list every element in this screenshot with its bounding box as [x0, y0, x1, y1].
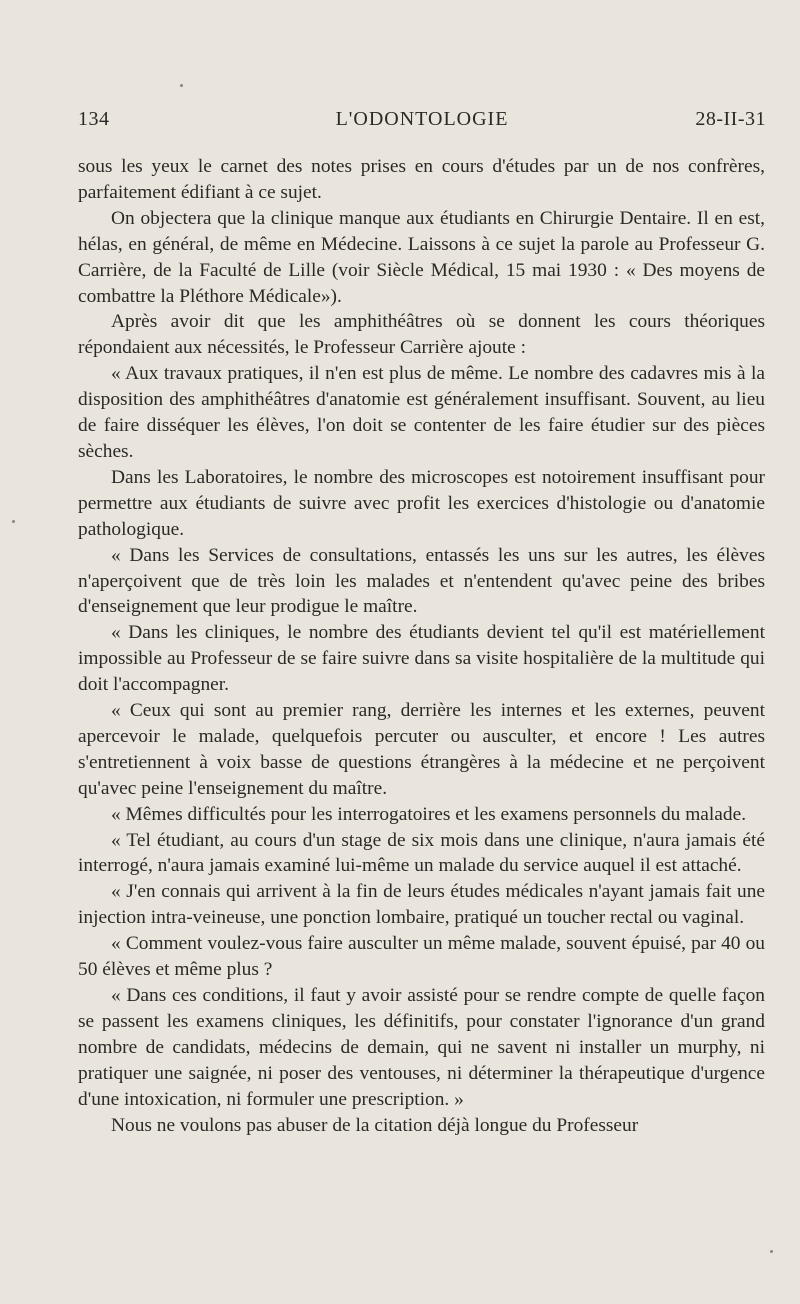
paper-speck — [770, 1250, 773, 1253]
paragraph: « Dans ces conditions, il faut y avoir assisté pour se rendre compte de quelle façon se passent les examens cliniques, les définitifs, pour constater l'ignorance d'un grand nombre de candidats, médecins de demain, qui ne savent ni installer un murphy, ni pratiquer une saignée, ni poser des ventouses, ni déterminer la thérapeutique d'urgence d'une intoxication, ni formuler une prescription. » — [78, 985, 765, 1110]
paragraph: On objectera que la clinique manque aux étudiants en Chirurgie Dentaire. Il en est, hélas, en général, de même en Médecine. Laissons à ce sujet la parole au Professeur G. Carrière, de la Faculté de Lille (voir Siècle Médical, 15 mai 1930 : « Des moyens de combattre la Pléthore Médicale»). — [78, 207, 765, 307]
page-header — [78, 108, 766, 138]
paper-speck — [12, 520, 15, 523]
paragraph: « Mêmes difficultés pour les interrogatoires et les examens personnels du malade. — [111, 803, 747, 825]
paragraph: « Dans les cliniques, le nombre des étudiants devient tel qu'il est matériellement impossible au Professeur de se faire suivre dans sa visite hospitalière de la multitude qui doit l'accompagner. — [78, 622, 765, 696]
paragraph: sous les yeux le carnet des notes prises en cours d'études par un de nos confrères, parfaitement édifiant à ce sujet. — [78, 156, 765, 203]
paragraph: « Ceux qui sont au premier rang, derrière les internes et les externes, peuvent apercevoir le malade, quelquefois percuter ou ausculter, et encore ! Les autres s'entretiennent à voix basse de questions étrangères à la médecine et ne perçoivent qu'avec peine l'enseignement du maître. — [78, 700, 765, 799]
paragraph: « Comment voulez-vous faire ausculter un même malade, souvent épuisé, par 40 ou 50 élèves et même plus ? — [78, 933, 765, 981]
issue-date: 28-II-31 — [695, 108, 766, 130]
paragraph: « Dans les Services de consultations, entassés les uns sur les autres, les élèves n'aperçoivent que de très loin les malades et n'entendent qu'avec peine des bribes d'enseignement que leur prodigue le maître. — [78, 544, 765, 618]
paragraph: Dans les Laboratoires, le nombre des microscopes est notoirement insuffisant pour permettre aux étudiants de suivre avec profit les exercices d'histologie ou d'anatomie pathologique. — [78, 466, 765, 540]
running-title: L'ODONTOLOGIE — [335, 108, 509, 130]
paragraph: « Tel étudiant, au cours d'un stage de six mois dans une clinique, n'aura jamais été interrogé, n'aura jamais examiné lui-même un malade du service auquel il est attaché. — [78, 829, 765, 877]
paragraph: « Aux travaux pratiques, il n'en est plus de même. Le nombre des cadavres mis à la disposition des amphithéâtres d'anatomie est généralement insuffisant. Souvent, au lieu de faire disséquer les élèves, l'on doit se contenter de les faire étudier sur des pièces sèches. — [78, 363, 765, 462]
paragraph: Après avoir dit que les amphithéâtres où se donnent les cours théoriques répondaient aux nécessités, le Professeur Carrière ajoute : — [78, 311, 765, 359]
page-number: 134 — [78, 108, 110, 130]
paragraph: Nous ne voulons pas abuser de la citation déjà longue du Professeur — [111, 1114, 639, 1136]
paper-speck — [180, 84, 183, 87]
body-text — [78, 154, 765, 1138]
paragraph: « J'en connais qui arrivent à la fin de leurs études médicales n'ayant jamais fait une injection intra-veineuse, une ponction lombaire, pratiqué un toucher rectal ou vaginal. — [78, 881, 765, 929]
